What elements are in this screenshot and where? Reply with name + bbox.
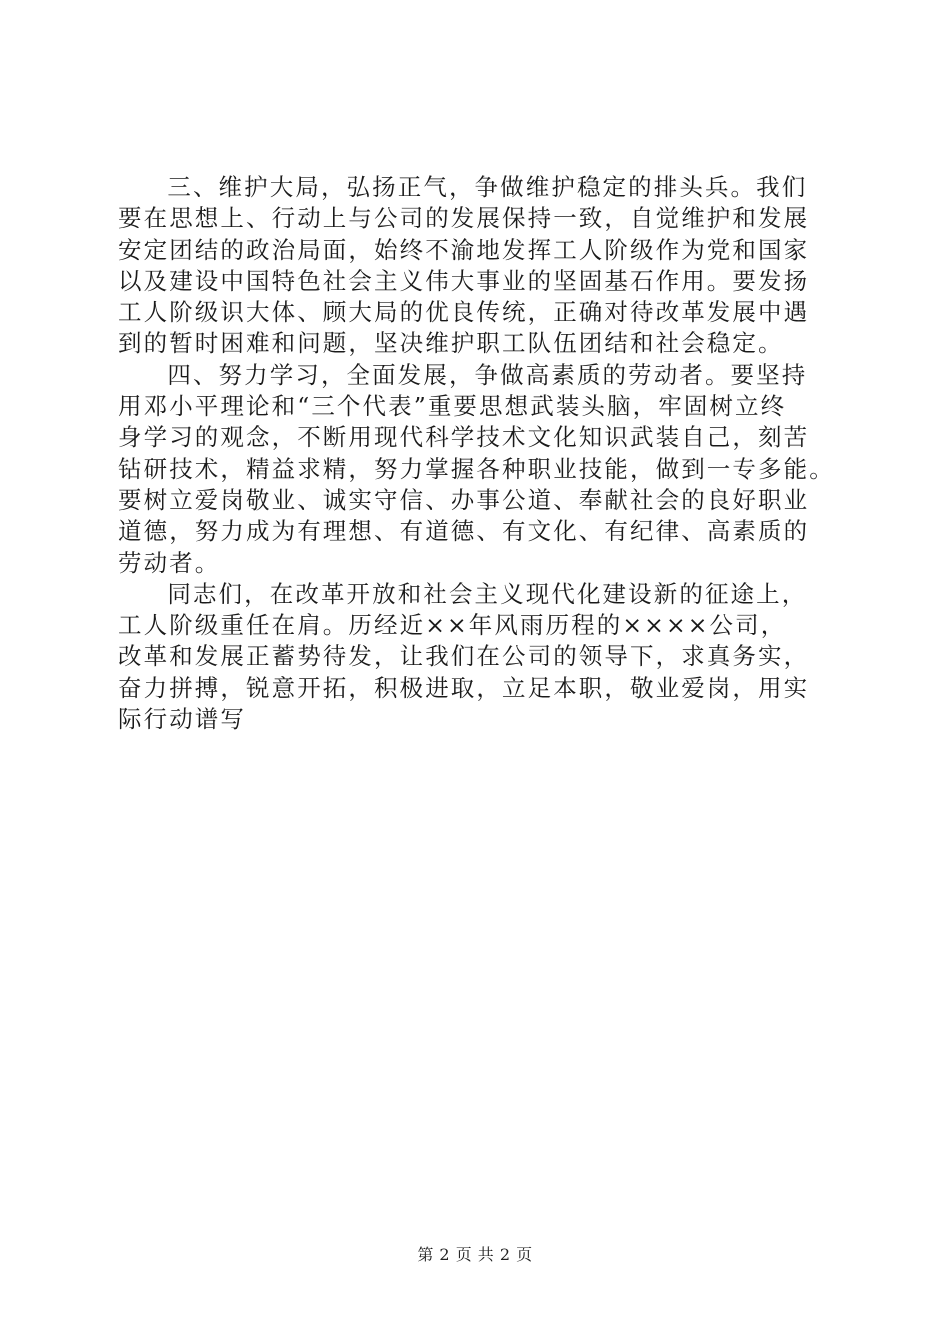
paragraph-line: 际行动谱写 xyxy=(118,705,246,734)
paragraph-line: 道德，努力成为有理想、有道德、有文化、有纪律、高素质的 xyxy=(118,517,810,546)
paragraph-line: 钻研技术，精益求精，努力掌握各种职业技能，做到一专多能。 xyxy=(118,454,835,483)
paragraph-line: 四、努力学习，全面发展，争做高素质的劳动者。要坚持 xyxy=(167,360,808,389)
paragraph-line: 工人阶级重任在肩。历经近××年风雨历程的××××公司， xyxy=(118,611,787,640)
paragraph-line: 要在思想上、行动上与公司的发展保持一致，自觉维护和发展 xyxy=(118,204,810,233)
paragraph-3 xyxy=(118,172,832,360)
paragraph-line: 同志们，在改革开放和社会主义现代化建设新的征途上， xyxy=(167,579,808,608)
paragraph-line: 到的暂时困难和问题，坚决维护职工队伍团结和社会稳定。 xyxy=(118,329,784,358)
paragraph-line: 安定团结的政治局面，始终不渝地发挥工人阶级作为党和国家 xyxy=(118,235,810,264)
paragraph-line: 用邓小平理论和“三个代表”重要思想武装头脑，牢固树立终 xyxy=(118,392,787,421)
page-number-label: 第 2 页 共 2 页 xyxy=(417,1245,533,1264)
paragraph-line: 工人阶级识大体、顾大局的优良传统，正确对待改革发展中遇 xyxy=(118,298,810,327)
document-body xyxy=(118,172,835,735)
paragraph-line: 以及建设中国特色社会主义伟大事业的坚固基石作用。要发扬 xyxy=(118,266,810,295)
paragraph-line: 要树立爱岗敬业、诚实守信、办事公道、奉献社会的良好职业 xyxy=(118,485,810,514)
page-footer xyxy=(0,1244,950,1266)
paragraph-line: 劳动者。 xyxy=(118,548,221,577)
paragraph-closing xyxy=(118,579,832,735)
paragraph-4 xyxy=(118,360,835,579)
paragraph-line: 三、维护大局，弘扬正气，争做维护稳定的排头兵。我们 xyxy=(167,173,808,201)
paragraph-line: 奋力拼搏，锐意开拓，积极进取，立足本职，敬业爱岗，用实 xyxy=(118,673,810,702)
paragraph-line: 改革和发展正蓄势待发，让我们在公司的领导下，求真务实， xyxy=(118,642,810,671)
paragraph-line: 身学习的观念，不断用现代科学技术文化知识武装自己，刻苦 xyxy=(118,423,810,452)
